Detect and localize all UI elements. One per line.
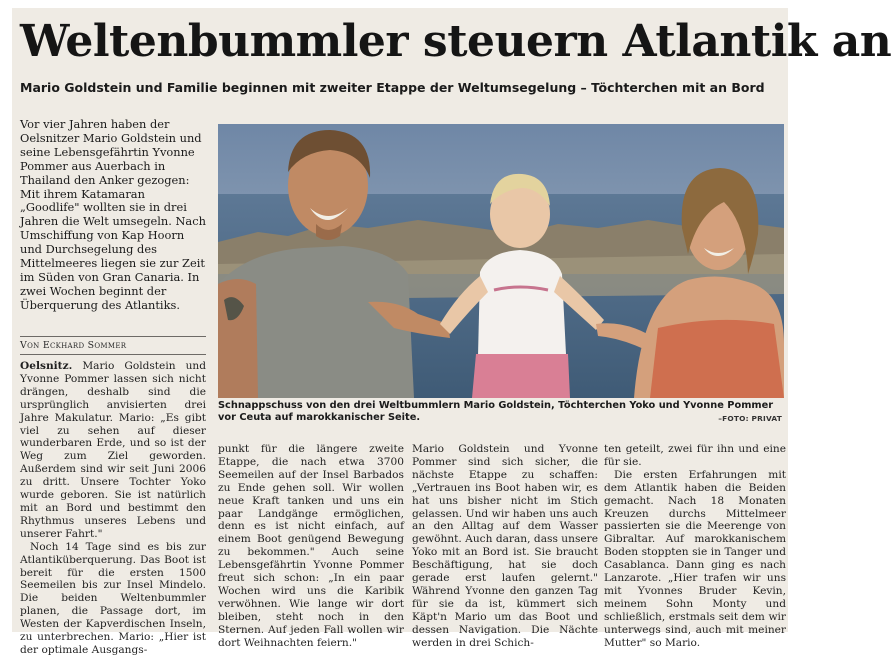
newspaper-clipping <box>12 8 891 656</box>
body-column-4 <box>604 443 786 650</box>
lead-paragraph <box>20 118 206 313</box>
photo-credit: –FOTO: PRIVAT <box>718 414 782 423</box>
body-text: Mario Goldstein und Yvonne Pommer lassen sich nicht drängen, deshalb sind die ursprünglich anvisierten drei Jahre Makulatur. Mario: „Es gibt viel zu sehen auf dieser wunderbaren Erde, und so ist der Weg zum Ziel geworden. Außerdem sind wir seit Juni 2006 zu dritt. Unsere Tochter Yoko wurde geboren. Sie ist natürlich mit an Bord und bestimmt den Rhythmus unseres Lebens und unserer Fahrt." <box>20 360 207 540</box>
lead-text: Vor vier Jahren haben der Oelsnitzer Mario Goldstein und seine Lebensgefährtin Yvonne Pommer aus Auerbach in Thailand den Anker gezogen: Mit ihrem Katamaran „Goodlife" wollten sie in drei Jahren die Welt umsegeln. Nach Umschiffung von Kap Hoorn und Durchsegelung des Mittelmeeres liegen sie zur Zeit im Süden von Gran Canaria. In zwei Wochen beginnt der Überquerung des Atlantiks. <box>20 117 206 312</box>
byline: Von Eckhard Sommer <box>20 340 127 351</box>
body-column-3 <box>412 443 598 650</box>
body-paragraph: Noch 14 Tage sind es bis zur Atlantiküberquerung. Das Boot ist bereit für die ersten 1500 Seemeilen bis zur Insel Mindelo. Die beiden Weltenbummler planen, die Passage dort, im Westen der Kapverdischen Inseln, zu unterbrechen. Mario: „Hier ist der optimale Ausgangs- <box>20 540 206 656</box>
dateline: Oelsnitz. <box>20 360 73 372</box>
body-paragraph: ten geteilt, zwei für ihn und eine für sie. <box>604 443 786 468</box>
body-paragraph: punkt für die längere zweite Etappe, die nach etwa 3700 Seemeilen auf der Insel Barbados zu Ende gehen soll. Wir wollen neue Kraft tanken und uns ein paar Landgänge ermöglichen, denn es ist nicht einfach, auf einem Boot genügend Bewegung zu bekommen." Auch seine Lebensgefährtin Yvonne Pommer freut sich schon: „In ein paar Wochen wird uns die Karibik verwöhnen. Wie lange wir dort bleiben, steht noch in den Sternen. Auf jeden Fall wollen wir dort Weihnachten feiern." <box>218 443 404 649</box>
headline: Weltenbummler steuern Atlantik an <box>20 16 891 67</box>
family-photo <box>218 124 784 398</box>
body-paragraph <box>20 360 206 541</box>
body-column-2 <box>218 443 404 650</box>
photo-caption: Schnappschuss von den drei Weltbummlern Mario Goldstein, Töchterchen Yoko und Yvonne Pommer vor Ceuta auf marokkanischer Seite. <box>218 400 774 424</box>
body-paragraph: Mario Goldstein und Yvonne Pommer sind sich sicher, die nächste Etappe zu schaffen: „Vertrauen ins Boot haben wir, es hat uns bisher nicht im Stich gelassen. Und wir haben uns auch an den Alltag auf dem Wasser gewöhnt. Auch daran, dass unsere Yoko mit an Bord ist. Sie braucht Beschäftigung, hat sie doch gerade erst laufen gelernt." Während Yvonne den ganzen Tag für sie da ist, kümmert sich Käpt'n Mario um das Boot und dessen Navigation. Die Nächte werden in drei Schich- <box>412 443 598 649</box>
byline-divider-bottom <box>20 354 206 355</box>
body-column-1 <box>20 360 206 657</box>
subheadline: Mario Goldstein und Familie beginnen mit zweiter Etappe der Weltumsegelung – Töchterchen mit an Bord <box>20 80 765 95</box>
family-photo-illustration <box>218 124 784 398</box>
body-paragraph: Die ersten Erfahrungen mit dem Atlantik haben die Beiden gemacht. Nach 18 Monaten Kreuzen durchs Mittelmeer passierten sie die Meerenge von Gibraltar. Auf marokkanischem Boden stoppten sie in Tanger und Casablanca. Dann ging es nach Lanzarote. „Hier trafen wir uns mit Yvonnes Bruder Kevin, meinem Sohn Monty und schließlich, erstmals seit dem wir unterwegs sind, auch mit meiner Mutter" so Mario. <box>604 468 786 649</box>
byline-divider-top <box>20 336 206 337</box>
